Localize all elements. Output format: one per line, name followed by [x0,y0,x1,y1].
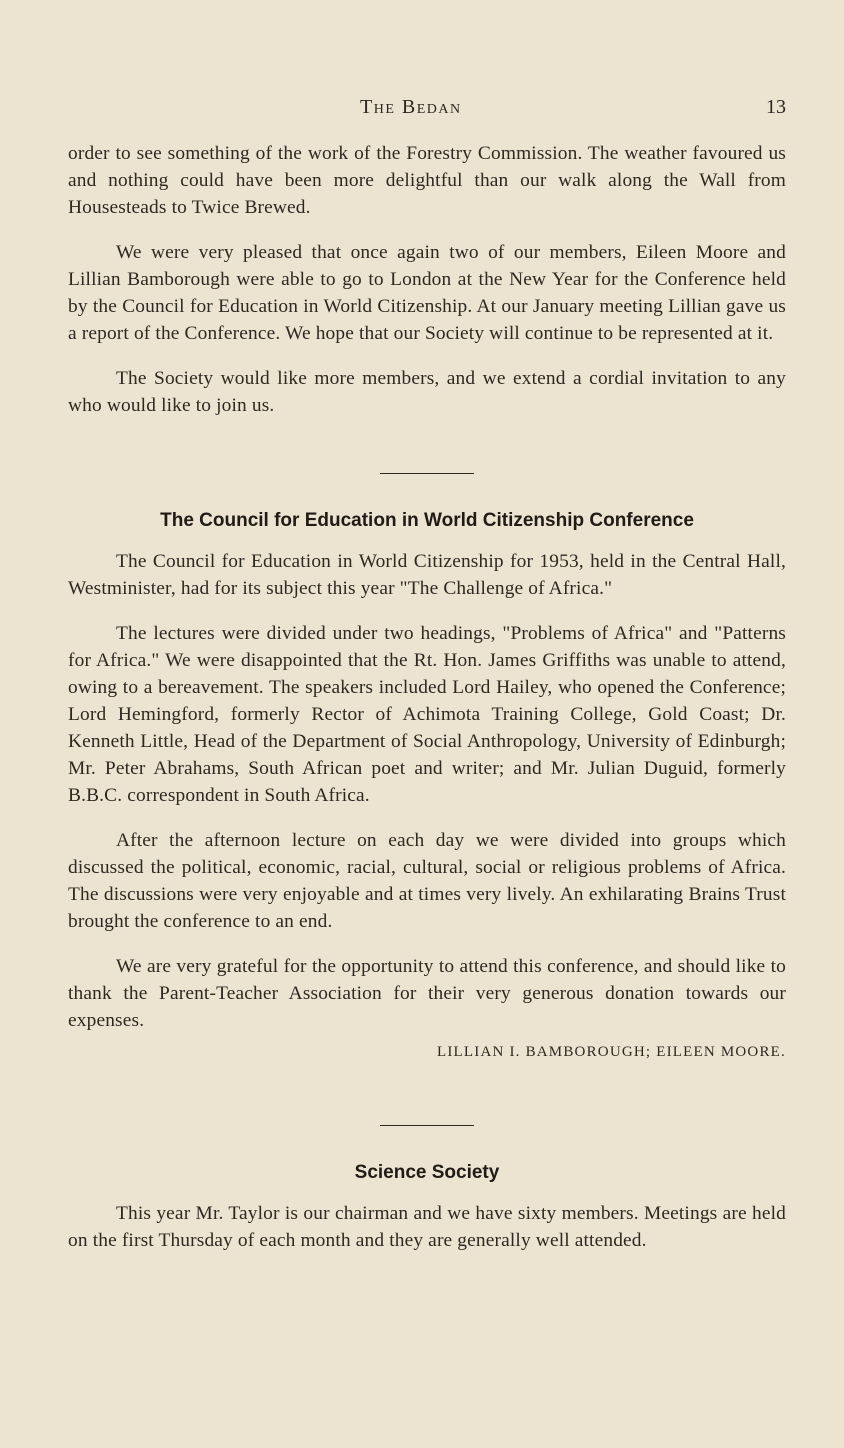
paragraph: The Society would like more members, and we extend a cordial invitation to any who would like to join us. [68,368,786,416]
paragraph-continuation: order to see something of the work of the Forestry Commission. The weather favoured us and nothing could have been more delightful than our walk along the Wall from Housesteads to Twice Brewed. [68,143,786,218]
paragraph: After the afternoon lecture on each day we were divided into groups which discussed the political, economic, racial, cultural, social or religious problems of Africa. The discussions were very enjoyable and at times very lively. An exhilarating Brains Trust brought the conference to an end. [68,830,786,932]
paragraph: We are very grateful for the opportunity to attend this conference, and should like to thank the Parent-Teacher Association for their very generous donation towards our expenses. [68,956,786,1031]
section-heading-science-society: Science Society [354,1162,500,1183]
page-content [68,140,786,1272]
page-number: 13 [766,96,786,118]
paragraph: The lectures were divided under two headings, "Problems of Africa" and "Patterns for Africa." We were disappointed that the Rt. Hon. James Griffiths was unable to attend, owing to a bereavement. The speakers included Lord Hailey, who opened the Conference; Lord Hemingford, formerly Rector of Achimota Training College, Gold Coast; Dr. Kenneth Little, Head of the Department of Social Anthropology, University of Edinburgh; Mr. Peter Abrahams, South African poet and writer; and Mr. Julian Duguid, formerly B.B.C. correspondent in South Africa. [68,623,786,806]
paragraph: This year Mr. Taylor is our chairman and we have sixty members. Meetings are held on the first Thursday of each month and they are generally well attended. [68,1203,786,1251]
section-heading-cewc-conference: The Council for Education in World Citizenship Conference [160,510,694,531]
paragraph: We were very pleased that once again two of our members, Eileen Moore and Lillian Bamborough were able to go to London at the New Year for the Conference held by the Council for Education in World Citizenship. At our January meeting Lillian gave us a report of the Conference. We hope that our Society will continue to be represented at it. [68,242,786,344]
paragraph: The Council for Education in World Citizenship for 1953, held in the Central Hall, Westminister, had for its subject this year "The Challenge of Africa." [68,551,786,599]
running-head [0,96,844,126]
running-title: The Bedan [360,96,462,118]
signature: LILLIAN I. BAMBOROUGH; EILEEN MOORE. [436,1044,786,1060]
